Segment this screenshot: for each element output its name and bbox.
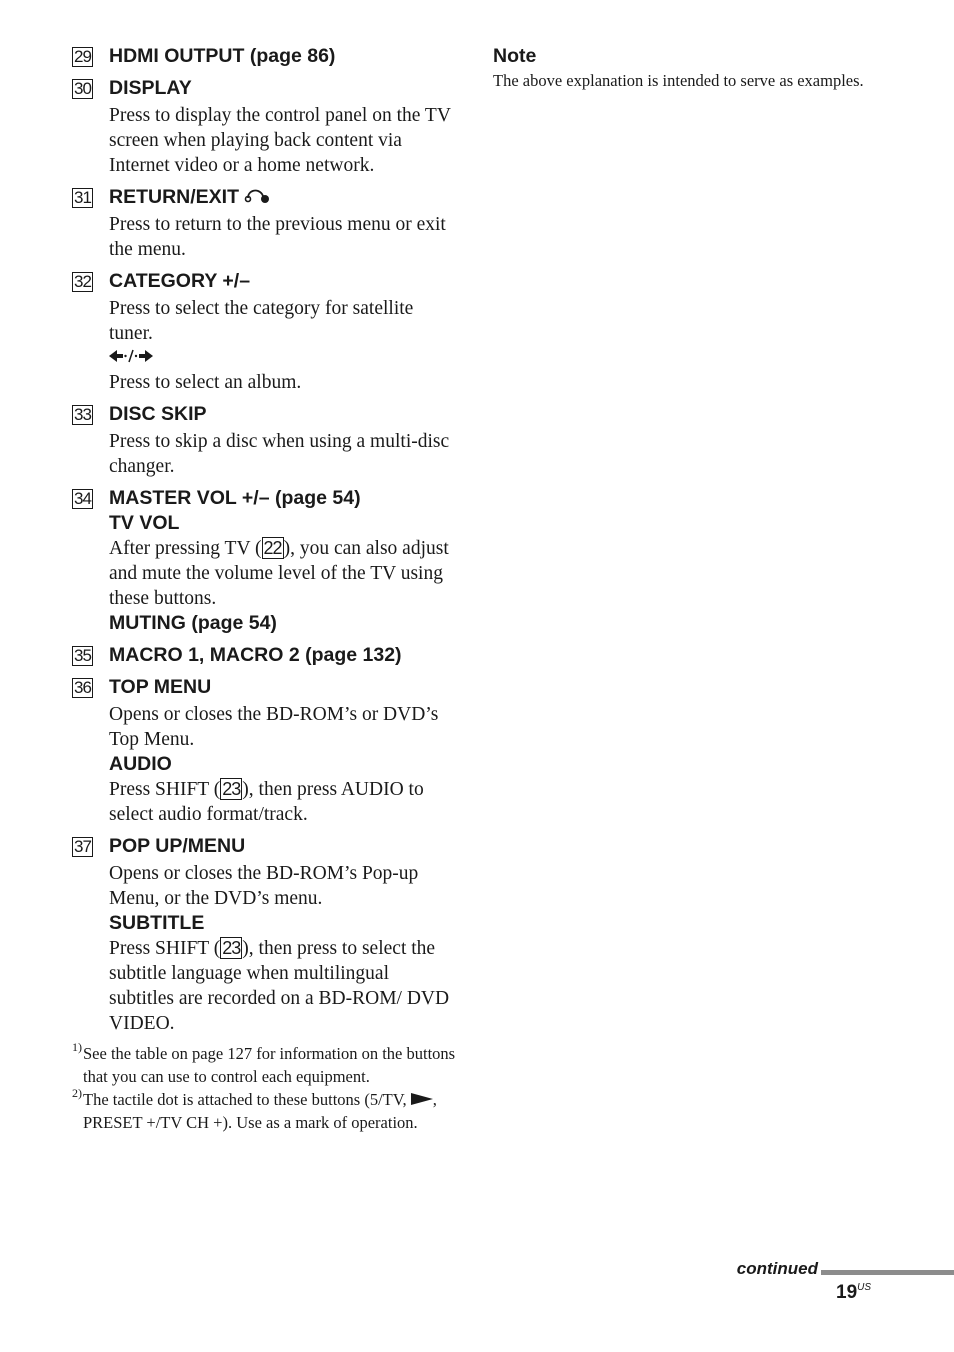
item-sub-description: Press SHIFT ( 23 ), then press to select the subtitle language when multilingual subtitles are recorded on a BD-ROM/ DVD VIDEO. [109, 938, 450, 1034]
item-number: 32 [74, 272, 91, 291]
item-heading: POP UP/MENU [109, 835, 246, 857]
item-37 [72, 834, 457, 1036]
item-description: Press to skip a disc when using a multi-disc changer. [109, 431, 450, 477]
right-column [493, 44, 873, 92]
item-heading: CATEGORY +/– [109, 270, 251, 292]
item-number: 31 [74, 188, 91, 207]
item-heading: TOP MENU [109, 676, 212, 698]
item-heading: MACRO 1, MACRO 2 (page 132) [109, 644, 402, 666]
page-number: $19^{US}$ [836, 1282, 872, 1303]
item-subheading: AUDIO [109, 753, 172, 775]
item-number: 34 [74, 489, 91, 508]
note-text: The above explanation is intended to serve as examples. [493, 71, 864, 90]
item-heading: DISPLAY [109, 77, 192, 99]
item-heading: HDMI OUTPUT (page 86) [109, 45, 336, 67]
play-icon [411, 1093, 433, 1105]
item-description: Press to return to the previous menu or exit the menu. [109, 214, 446, 260]
footnote-mark: 1) [72, 1040, 82, 1054]
footnote-2 [72, 1088, 457, 1134]
item-heading: DISC SKIP [109, 403, 207, 425]
item-31 [72, 185, 457, 262]
item-description: Press to display the control panel on the TV screen when playing back content via Internet video or a home network. [109, 105, 451, 176]
item-description: After pressing TV ( 22 ), you can also adjust and mute the volume level of the TV using these buttons. [109, 538, 449, 609]
button-reference: 23 [222, 938, 241, 958]
item-number: 36 [74, 678, 91, 697]
footnote-text: The tactile dot is attached to these buttons (5/TV, [83, 1090, 411, 1109]
item-number: 30 [74, 79, 91, 98]
continued-label: continued [736, 1259, 818, 1278]
item-heading: MASTER VOL +/– (page 54) [109, 487, 361, 509]
item-subheading: SUBTITLE [109, 912, 205, 934]
item-number: 29 [74, 47, 91, 66]
continued-bar [821, 1270, 954, 1275]
button-reference: 22 [263, 538, 282, 558]
item-32 [72, 269, 457, 395]
item-29 [72, 44, 457, 69]
left-column [72, 44, 457, 1134]
item-heading: RETURN/EXIT [109, 185, 457, 210]
note-title: Note [493, 45, 537, 67]
page-suffix: US [857, 1282, 872, 1293]
item-description: Opens or closes the BD-ROM’s or DVD’s Top Menu. [109, 704, 439, 750]
item-33 [72, 402, 457, 479]
item-sub-description: Press SHIFT ( 23 ), then press AUDIO to select audio format/track. [109, 779, 424, 825]
item-description: Press to select the category for satellite tuner. [109, 298, 414, 344]
item-35 [72, 643, 457, 668]
item-number: 35 [74, 646, 91, 665]
item-36 [72, 675, 457, 827]
footnote-1 [72, 1042, 457, 1088]
previous-next-album-arrows-icon [109, 346, 457, 370]
button-reference: 23 [222, 779, 241, 799]
item-subheading: TV VOL [109, 512, 180, 534]
item-subheading: MUTING (page 54) [109, 612, 277, 634]
item-description: Opens or closes the BD-ROM’s Pop-up Menu, or the DVD’s menu. [109, 863, 419, 909]
footnote-mark: 2) [72, 1086, 82, 1100]
item-sub-description: Press to select an album. [109, 372, 302, 393]
footnotes [72, 1042, 457, 1134]
footnote-text: See the table on page 127 for information on the buttons that you can use to control each equipment. [83, 1044, 456, 1086]
item-30 [72, 76, 457, 178]
footnote-text: , PRESET +/TV CH +). Use as a mark of operation. [83, 1090, 437, 1132]
item-number: 37 [74, 837, 91, 856]
item-34 [72, 486, 457, 636]
return-icon [244, 188, 270, 204]
item-number: 33 [74, 405, 91, 424]
